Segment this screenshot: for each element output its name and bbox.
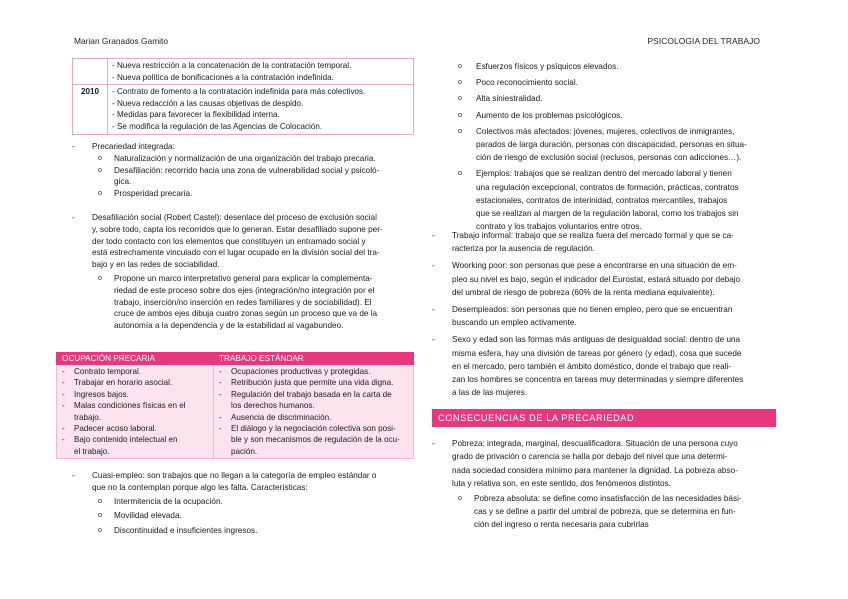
item-text: racteriza por la ausencia de regulación. bbox=[452, 244, 595, 254]
item-text: Ingresos bajos. bbox=[74, 389, 129, 399]
item-text: Poco reconocimiento social. bbox=[476, 78, 578, 88]
item-text: Aumento de los problemas psicológicos. bbox=[476, 110, 623, 120]
item-text: que se realizan al margen de la regulación laboral, como los trabajos sin bbox=[476, 209, 739, 219]
item-text: Intermitencia de la ocupación. bbox=[114, 496, 223, 506]
item-text: Desafiliación: recorrido hacia una zona de vulnerabilidad social y psicoló- bbox=[114, 165, 380, 175]
circle-bullet-icon: o bbox=[98, 166, 102, 174]
document-subject: PSICOLOGIA DEL TRABAJO bbox=[647, 36, 760, 46]
circle-bullet-icon: o bbox=[458, 79, 462, 87]
list-item bbox=[432, 303, 778, 329]
list-item bbox=[432, 333, 778, 399]
paragraph-line: está estrechamente vinculado con el lugar ocupado en la división social del tra- bbox=[92, 248, 380, 258]
dash-bullet: - bbox=[72, 213, 75, 222]
estandar-cell bbox=[214, 365, 414, 459]
item-text: autonomía a la dependencia y de la estabilidad al vagabundeo. bbox=[114, 321, 344, 331]
item-text: gica. bbox=[114, 177, 132, 187]
precaria-cell bbox=[57, 365, 214, 459]
dash-bullet: - bbox=[432, 439, 435, 448]
item-text: Trabajo informal: trabajo que se realiza fuera del mercado formal y que se ca- bbox=[452, 231, 734, 240]
item-text: Naturalización y normalización de una organización del trabajo precaria. bbox=[114, 153, 376, 163]
measures-cell bbox=[108, 59, 414, 85]
table-header-row bbox=[57, 353, 414, 365]
paragraph-line: nada sociedad considera mínimo para mantener la dignidad. La pobreza abso- bbox=[452, 465, 738, 475]
list-item bbox=[456, 60, 778, 73]
item-text: Alta siniestralidad. bbox=[476, 94, 543, 104]
item-text: Discontinuidad e insuficientes ingresos. bbox=[114, 526, 258, 536]
measure-line: - Se modifica la regulación de las Agencias de Colocación. bbox=[112, 121, 323, 131]
list-item: - Retribución justa que permite una vida digna. bbox=[219, 378, 394, 388]
list-item: - Trabajar en horario asocial. bbox=[62, 378, 173, 388]
characteristics-list bbox=[456, 60, 778, 233]
column-header-estandar: TRABAJO ESTÁNDAR bbox=[214, 353, 414, 365]
item-text: contrato y los trabajos voluntarios entre otros. bbox=[476, 222, 642, 232]
item-text: el trabajo. bbox=[74, 446, 110, 456]
list-item: - Padecer acoso laboral. bbox=[62, 424, 157, 434]
cuasi-empleo-section bbox=[72, 470, 416, 537]
list-item bbox=[456, 167, 778, 233]
circle-bullet-icon: o bbox=[98, 512, 102, 520]
item-text: Sexo y edad son las formas más antiguas de desigualdad social: dentro de una bbox=[452, 335, 741, 345]
paragraph-line: luta y relativa son, en este sentido, dos fenómenos distintos. bbox=[452, 479, 671, 489]
item-text: Colectivos más afectados: jóvenes, mujeres, colectivos de inmigrantes, bbox=[476, 126, 735, 136]
legislation-table bbox=[72, 58, 414, 135]
item-text: en el mercado, pero también el ámbito doméstico, donde el trabajo que reali- bbox=[452, 361, 731, 371]
list-item bbox=[432, 492, 778, 532]
paragraph-line: Cuasi-empleo: son trabajos que no llegan a la categoría de empleo estándar o bbox=[92, 471, 377, 480]
item-text: Pobreza absoluta: se define como insatisfacción de las necesidades bási- bbox=[474, 493, 742, 503]
list-item bbox=[432, 229, 778, 255]
list-item bbox=[72, 525, 416, 537]
paragraph-line: y, sobre todo, capta los recorridos que lo generan. Estar desafiliado supone per- bbox=[92, 224, 383, 234]
paragraph-line: que no la contemplan porque algo les falta. Características: bbox=[92, 482, 308, 492]
column-header-precaria: OCUPACIÓN PRECARIA bbox=[57, 353, 214, 365]
item-text: cas y se define a partir del umbral de pobreza, que se determina en fun- bbox=[474, 507, 736, 517]
list-item bbox=[456, 109, 778, 122]
circle-bullet-icon: o bbox=[98, 190, 102, 198]
comparison-table bbox=[56, 352, 414, 459]
item-text: Ejemplos: trabajos que se realizan dentro del mercado laboral y tienen bbox=[476, 169, 732, 179]
circle-bullet-icon: o bbox=[98, 154, 102, 162]
section-title: Precariedad integrada: bbox=[92, 142, 175, 151]
circle-bullet-icon: o bbox=[458, 494, 462, 502]
dash-bullet: - bbox=[432, 261, 435, 271]
circle-bullet-icon: o bbox=[98, 497, 102, 505]
item-text: zan los hombres se concentra en tareas muy determinadas y siempre diferentes bbox=[452, 375, 744, 385]
item-text: los derechos humanos. bbox=[231, 401, 315, 411]
list-item: - Malas condiciones físicas en el trabajo. bbox=[62, 401, 186, 422]
list-item bbox=[72, 273, 416, 332]
dash-bullet: - bbox=[432, 335, 435, 345]
item-text: Contrato temporal. bbox=[74, 367, 142, 376]
item-text: Bajo contenido intelectual en bbox=[74, 435, 178, 445]
circle-bullet-icon: o bbox=[98, 274, 102, 282]
paragraph-line: Pobreza: integrada, marginal, descualificadora. Situación de una persona cuyo bbox=[452, 439, 738, 448]
circle-bullet-icon: o bbox=[98, 527, 102, 535]
paragraph-line: bajo y en las redes de sociabilidad. bbox=[92, 260, 220, 270]
list-item: - Bajo contenido intelectual en el trabajo. bbox=[62, 435, 178, 456]
list-item: - El diálogo y la negociación colectiva son posi- ble y son mecanismos de regulación de la ocu- pación. bbox=[219, 424, 400, 456]
item-text: Retribución justa que permite una vida digna. bbox=[231, 378, 394, 388]
item-text: una regulación excepcional, contratos de formación, prácticas, contratos bbox=[476, 182, 739, 192]
document-author: Marian Granados Gamito bbox=[74, 36, 169, 46]
item-text: ción de riesgo de exclusión social (reclusos, personas con adicciones…). bbox=[476, 153, 742, 163]
list-item: - Ocupaciones productivas y protegidas. bbox=[219, 367, 371, 376]
measure-line: - Contrato de fomento a la contratación indefinida para más colectivos. bbox=[112, 87, 366, 97]
table-row bbox=[73, 85, 414, 134]
year-cell: 2010 bbox=[73, 85, 108, 134]
table-row bbox=[57, 365, 414, 459]
item-text: Prosperidad precaria. bbox=[114, 189, 193, 199]
item-text: ción del ingreso o renta necesaria para cubrirlas bbox=[474, 520, 649, 530]
item-text: ble y son mecanismos de regulación de la ocu- bbox=[231, 435, 400, 445]
list-item bbox=[72, 510, 416, 522]
item-text: Ausencia de discriminación. bbox=[231, 412, 332, 422]
list-item bbox=[456, 92, 778, 105]
table-row bbox=[73, 59, 414, 85]
list-item bbox=[72, 165, 414, 189]
item-text: Desempleados: son personas que no tienen empleo, pero que se encuentran bbox=[452, 305, 733, 315]
item-text: Padecer acoso laboral. bbox=[74, 424, 157, 434]
list-item bbox=[456, 76, 778, 89]
desafiliacion-section bbox=[72, 212, 416, 332]
item-text: Movilidad elevada. bbox=[114, 511, 182, 521]
item-text: cruce de ambos ejes dibuja cuatro zonas según un proceso que va de la bbox=[114, 309, 378, 319]
paragraph-line: Desafiliación social (Robert Castel): desenlace del proceso de exclusión social bbox=[92, 213, 377, 222]
circle-bullet-icon: o bbox=[458, 111, 462, 119]
item-text: pleo su nivel es bajo, según el indicador del Eurostat, estará situado por debajo bbox=[452, 274, 741, 284]
measure-line: - Nueva redacción a las causas objetivas de despido. bbox=[112, 98, 304, 108]
item-text: Esfuerzos físicos y psíquicos elevados. bbox=[476, 62, 619, 71]
item-text: trabajo. bbox=[74, 412, 101, 422]
list-item: - Contrato temporal. bbox=[62, 367, 142, 376]
circle-bullet-icon: o bbox=[458, 95, 462, 103]
item-text: Regulación del trabajo basada en la carta de bbox=[231, 389, 392, 399]
list-item bbox=[456, 125, 778, 165]
item-text: buscando un empleo activamente. bbox=[452, 318, 577, 328]
measure-line: - Nueva política de bonificaciones a la contratación indefinida. bbox=[112, 72, 334, 82]
item-text: trabajo, inserción/no inserción en redes familiares y de sociabilidad). El bbox=[114, 297, 372, 307]
circle-bullet-icon: o bbox=[458, 63, 462, 70]
list-item: - Regulación del trabajo basada en la carta de los derechos humanos. bbox=[219, 389, 392, 411]
dash-bullet: - bbox=[432, 231, 435, 240]
item-text: El diálogo y la negociación colectiva son posi- bbox=[231, 424, 396, 434]
year-cell bbox=[73, 59, 108, 85]
item-text: Woorking poor: son personas que pese a encontrarse en una situación de em- bbox=[452, 261, 737, 271]
list-item bbox=[72, 153, 414, 165]
item-text: parados de larga duración, personas con discapacidad, personas en situa- bbox=[476, 140, 747, 150]
circle-bullet-icon: o bbox=[458, 170, 462, 178]
item-text: del umbral de riesgo de pobreza (60% de la renta mediana equivalente). bbox=[452, 287, 715, 297]
item-text: Propone un marco interpretativo general para explicar la complementa- bbox=[114, 273, 373, 283]
paragraph-line: grado de privación o carencia se halla por debajo del nivel que una determi- bbox=[452, 452, 728, 462]
item-text: misma esfera, hay una división de tareas por género (y edad), cosa que sucede bbox=[452, 348, 742, 358]
circle-bullet-icon: o bbox=[458, 127, 462, 135]
list-item bbox=[72, 188, 414, 200]
section-heading-consecuencias: CONSECUENCIAS DE LA PRECARIEDAD. bbox=[432, 409, 776, 427]
pobreza-section bbox=[432, 437, 778, 532]
measures-cell bbox=[108, 85, 414, 134]
dash-bullet: - bbox=[432, 305, 435, 315]
item-text: Ocupaciones productivas y protegidas. bbox=[231, 367, 371, 376]
list-item: - Ingresos bajos. bbox=[62, 389, 129, 399]
measure-line: - Nueva restricción a la concatenación de la contratación temporal. bbox=[112, 61, 352, 70]
list-item bbox=[72, 496, 416, 508]
item-text: riedad de este proceso sobre dos ejes (integración/no integración por el bbox=[114, 285, 375, 295]
item-text: Trabajar en horario asocial. bbox=[74, 378, 173, 388]
precariedad-section bbox=[72, 141, 414, 200]
dash-bullet: - bbox=[72, 142, 75, 151]
dash-bullet: - bbox=[72, 471, 75, 480]
list-item: - Ausencia de discriminación. bbox=[219, 412, 332, 422]
list-item bbox=[432, 437, 778, 491]
item-text: Malas condiciones físicas en el bbox=[74, 401, 186, 411]
item-text: a las de las mujeres. bbox=[452, 388, 528, 398]
item-text: estacionales, contratos de interinidad, contratos mercantiles, trabajos bbox=[476, 195, 728, 205]
definitions-list bbox=[432, 229, 778, 399]
item-text: pación. bbox=[231, 446, 258, 456]
list-item bbox=[432, 259, 778, 299]
paragraph-line: der todo contacto con los elementos que constituyen un entramado social y bbox=[92, 236, 366, 246]
measure-line: - Medidas para favorecer la flexibilidad interna. bbox=[112, 110, 280, 120]
